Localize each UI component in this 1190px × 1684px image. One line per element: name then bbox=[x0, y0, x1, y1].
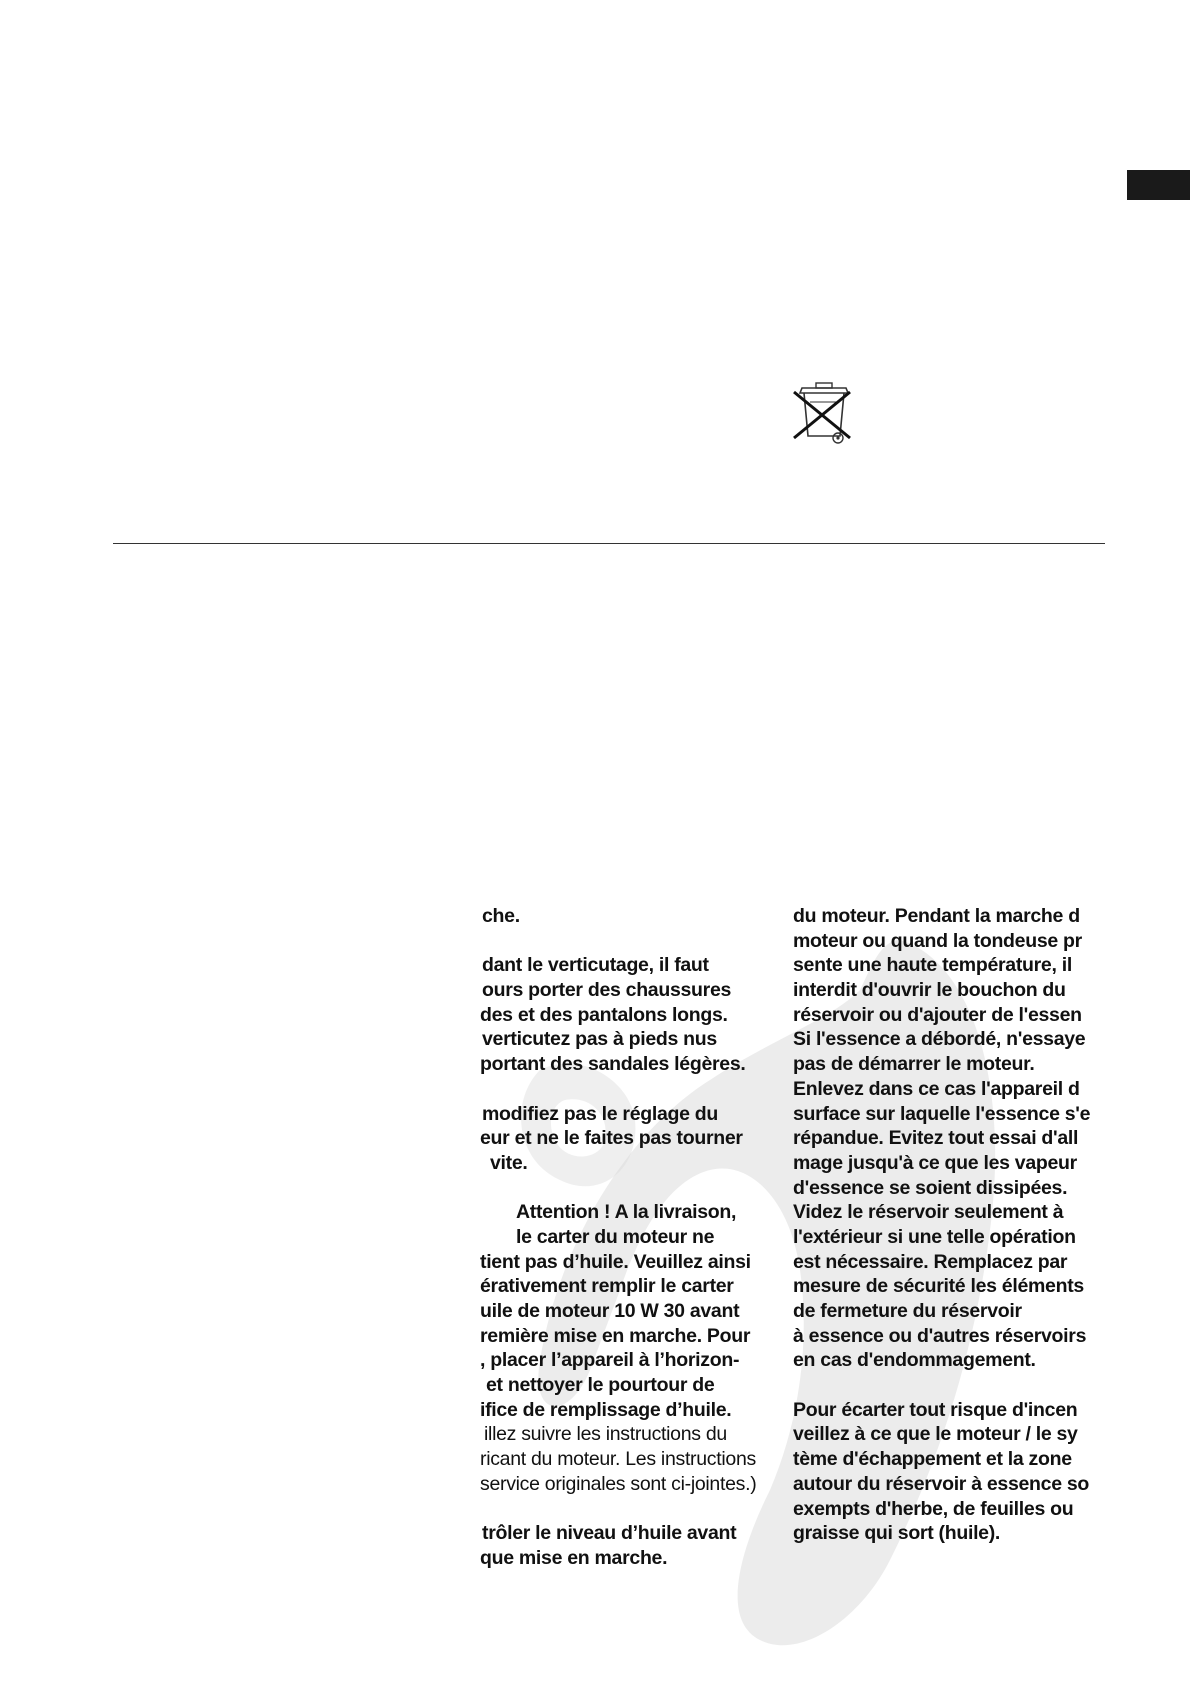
text-line: Attention ! A la livraison, bbox=[516, 1201, 737, 1224]
text-line: tème d'échappement et la zone bbox=[793, 1448, 1072, 1471]
text-line: dant le verticutage, il faut bbox=[482, 954, 709, 977]
text-line: Si l'essence a débordé, n'essaye bbox=[793, 1028, 1086, 1051]
text-line: , placer l’appareil à l’horizon- bbox=[480, 1349, 740, 1372]
section-divider bbox=[113, 543, 1105, 544]
text-line: illez suivre les instructions du bbox=[484, 1423, 727, 1446]
paragraph-gap bbox=[480, 1497, 780, 1522]
language-tab-marker bbox=[1127, 170, 1190, 200]
text-line: moteur ou quand la tondeuse pr bbox=[793, 929, 1082, 952]
text-line: Enlevez dans ce cas l'appareil d bbox=[793, 1077, 1080, 1100]
text-line: graisse qui sort (huile). bbox=[793, 1522, 1001, 1545]
text-line: pas de démarrer le moteur. bbox=[793, 1053, 1035, 1076]
text-line: exempts d'herbe, de feuilles ou bbox=[793, 1497, 1074, 1520]
text-line: verticutez pas à pieds nus bbox=[482, 1028, 717, 1051]
text-line: d'essence se soient dissipées. bbox=[793, 1176, 1068, 1199]
text-line: che. bbox=[482, 905, 520, 927]
text-line: Videz le réservoir seulement à bbox=[793, 1201, 1064, 1224]
text-line: mesure de sécurité les éléments bbox=[793, 1275, 1084, 1298]
text-line: à essence ou d'autres réservoirs bbox=[793, 1324, 1087, 1347]
text-line: modifiez pas le réglage du bbox=[482, 1102, 719, 1125]
text-line: est nécessaire. Remplacez par bbox=[793, 1250, 1068, 1273]
text-line: trôler le niveau d’huile avant bbox=[482, 1522, 737, 1545]
text-line: eur et ne le faites pas tourner bbox=[480, 1127, 743, 1150]
text-line: réservoir ou d'ajouter de l'essen bbox=[793, 1003, 1082, 1026]
text-line: du moteur. Pendant la marche d bbox=[793, 905, 1080, 927]
text-line: et nettoyer le pourtour de bbox=[486, 1374, 715, 1397]
text-line: service originales sont ci-jointes.) bbox=[480, 1472, 757, 1495]
text-line: veillez à ce que le moteur / le sy bbox=[793, 1423, 1078, 1446]
text-line: de fermeture du réservoir bbox=[793, 1300, 1022, 1322]
text-line: sente une haute température, il bbox=[793, 954, 1072, 977]
text-line: interdit d'ouvrir le bouchon du bbox=[793, 979, 1066, 1002]
text-line: vite. bbox=[490, 1151, 528, 1174]
paragraph-gap bbox=[480, 1176, 780, 1201]
text-line: surface sur laquelle l'essence s'e bbox=[793, 1102, 1091, 1125]
text-line: ours porter des chaussures bbox=[482, 979, 732, 1002]
paragraph-gap bbox=[480, 929, 780, 954]
crossed-out-wheelie-bin-icon bbox=[790, 380, 856, 450]
text-line: que mise en marche. bbox=[480, 1546, 668, 1569]
right-text-column bbox=[793, 904, 1093, 1546]
text-line: érativement remplir le carter bbox=[480, 1275, 734, 1298]
text-line: répandue. Evitez tout essai d'all bbox=[793, 1127, 1079, 1150]
text-line: remière mise en marche. Pour bbox=[480, 1324, 751, 1347]
text-line: tient pas d’huile. Veuillez ainsi bbox=[480, 1250, 751, 1273]
text-line: portant des sandales légères. bbox=[480, 1053, 746, 1076]
paragraph-gap bbox=[793, 1373, 1093, 1398]
left-text-column bbox=[480, 904, 780, 1571]
paragraph-gap bbox=[480, 1077, 780, 1102]
text-line: l'extérieur si une telle opération bbox=[793, 1225, 1076, 1248]
text-line: uile de moteur 10 W 30 avant bbox=[480, 1300, 740, 1322]
text-line: le carter du moteur ne bbox=[516, 1225, 715, 1248]
text-line: ricant du moteur. Les instructions bbox=[480, 1448, 756, 1471]
text-line: autour du réservoir à essence so bbox=[793, 1472, 1090, 1495]
text-line: mage jusqu'à ce que les vapeur bbox=[793, 1151, 1077, 1174]
text-line: Pour écarter tout risque d'incen bbox=[793, 1398, 1078, 1421]
text-line: des et des pantalons longs. bbox=[480, 1003, 728, 1026]
text-line: en cas d'endommagement. bbox=[793, 1349, 1036, 1372]
text-line: ifice de remplissage d’huile. bbox=[480, 1398, 732, 1421]
